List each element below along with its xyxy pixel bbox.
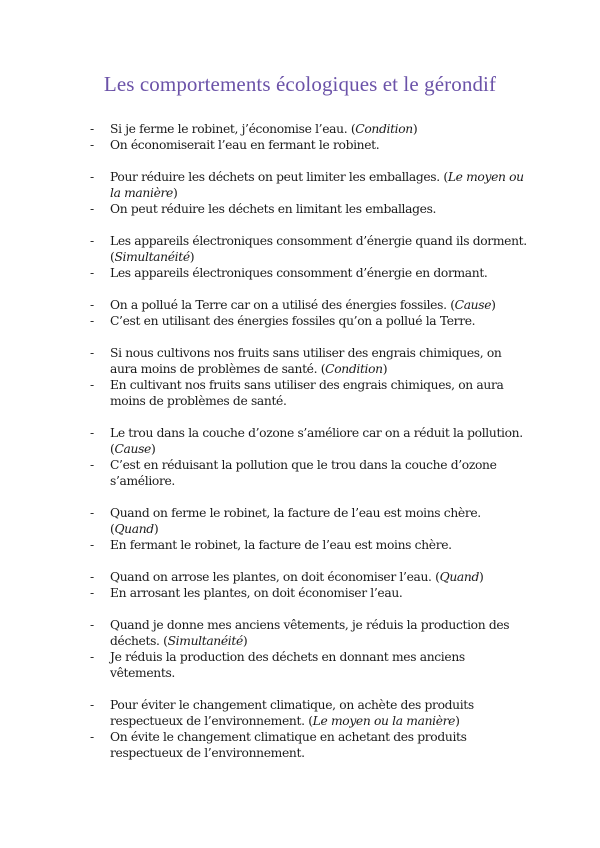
gerund-sentence bbox=[90, 649, 530, 681]
sentence-text: Pour éviter le changement climatique, on achète des produits respectueux de l’environnement. ( bbox=[110, 698, 474, 728]
sentence-type-note: Condition bbox=[325, 362, 383, 376]
sentence-type-note: Cause bbox=[454, 298, 492, 312]
sentence-type-note: Le moyen ou la manière bbox=[110, 170, 524, 200]
page-title: Les comportements écologiques et le gérondif bbox=[103, 72, 497, 96]
sentence-type-note: Le moyen ou la manière bbox=[312, 714, 456, 728]
sentence-type-note: Quand bbox=[439, 570, 479, 584]
dash-bullet: - bbox=[90, 618, 94, 632]
gerund-sentence bbox=[90, 585, 530, 601]
sentence-text: On a pollué la Terre car on a utilisé des énergies fossiles. ( bbox=[110, 298, 455, 312]
sentence-text: C’est en utilisant des énergies fossiles qu’on a pollué la Terre. bbox=[110, 314, 476, 328]
dash-bullet: - bbox=[90, 730, 94, 744]
sentence-text: Je réduis la production des déchets en donnant mes anciens vêtements. bbox=[110, 650, 465, 680]
original-sentence bbox=[90, 505, 530, 537]
dash-bullet: - bbox=[90, 378, 94, 392]
gerund-sentence bbox=[90, 457, 530, 489]
closing-paren: ) bbox=[172, 186, 178, 200]
sentence-text: On peut réduire les déchets en limitant les emballages. bbox=[110, 202, 437, 216]
dash-bullet: - bbox=[90, 346, 94, 360]
sentence-text: En fermant le robinet, la facture de l’eau est moins chère. bbox=[110, 538, 452, 552]
closing-paren: ) bbox=[455, 714, 460, 728]
sentence-text: C’est en réduisant la pollution que le trou dans la couche d’ozone s’améliore. bbox=[110, 458, 497, 488]
dash-bullet: - bbox=[90, 314, 94, 328]
closing-paren: ) bbox=[491, 298, 496, 312]
dash-bullet: - bbox=[90, 570, 94, 584]
sentence-pair bbox=[90, 617, 530, 681]
closing-paren: ) bbox=[382, 362, 388, 376]
sentence-pair bbox=[90, 697, 530, 761]
dash-bullet: - bbox=[90, 234, 94, 248]
sentence-type-note: Cause bbox=[114, 442, 151, 456]
sentence-text: Si je ferme le robinet, j’économise l’eau. ( bbox=[110, 122, 356, 136]
sentence-text: En arrosant les plantes, on doit économiser l’eau. bbox=[110, 586, 403, 600]
sentence-pair bbox=[90, 297, 530, 329]
sentence-text: Les appareils électroniques consomment d’énergie quand ils dorment. ( bbox=[110, 234, 527, 264]
gerund-sentence bbox=[90, 377, 530, 409]
original-sentence bbox=[90, 297, 530, 313]
original-sentence bbox=[90, 617, 530, 649]
dash-bullet: - bbox=[90, 266, 94, 280]
original-sentence bbox=[90, 121, 530, 137]
gerund-sentence bbox=[90, 729, 530, 761]
dash-bullet: - bbox=[90, 586, 94, 600]
dash-bullet: - bbox=[90, 202, 94, 216]
sentence-pair bbox=[90, 569, 530, 601]
dash-bullet: - bbox=[90, 122, 94, 136]
gerund-sentence bbox=[90, 137, 530, 153]
sentence-list bbox=[90, 121, 530, 777]
original-sentence bbox=[90, 697, 530, 729]
sentence-text: Quand on ferme le robinet, la facture de l’eau est moins chère. ( bbox=[110, 506, 481, 536]
sentence-text: Pour réduire les déchets on peut limiter les emballages. ( bbox=[110, 170, 448, 184]
dash-bullet: - bbox=[90, 170, 94, 184]
sentence-pair bbox=[90, 121, 530, 153]
original-sentence bbox=[90, 425, 530, 457]
dash-bullet: - bbox=[90, 426, 94, 440]
sentence-type-note: Quand bbox=[114, 522, 154, 536]
dash-bullet: - bbox=[90, 698, 94, 712]
closing-paren: ) bbox=[479, 570, 484, 584]
sentence-text: On économiserait l’eau en fermant le robinet. bbox=[110, 138, 380, 152]
sentence-text: Quand je donne mes anciens vêtements, je réduis la production des déchets. ( bbox=[110, 618, 510, 648]
sentence-text: On évite le changement climatique en achetant des produits respectueux de l’environnement. bbox=[110, 730, 467, 760]
dash-bullet: - bbox=[90, 138, 94, 152]
sentence-pair bbox=[90, 505, 530, 553]
sentence-text: En cultivant nos fruits sans utiliser des engrais chimiques, on aura moins de problèmes de santé. bbox=[110, 378, 504, 408]
closing-paren: ) bbox=[153, 522, 159, 536]
dash-bullet: - bbox=[90, 298, 94, 312]
dash-bullet: - bbox=[90, 506, 94, 520]
dash-bullet: - bbox=[90, 458, 94, 472]
dash-bullet: - bbox=[90, 538, 94, 552]
sentence-text: Quand on arrose les plantes, on doit économiser l’eau. ( bbox=[110, 570, 440, 584]
gerund-sentence bbox=[90, 265, 530, 281]
dash-bullet: - bbox=[90, 650, 94, 664]
original-sentence bbox=[90, 169, 530, 201]
sentence-text: Le trou dans la couche d’ozone s’améliore car on a réduit la pollution. ( bbox=[110, 426, 523, 456]
closing-paren: ) bbox=[189, 250, 195, 264]
sentence-text: Si nous cultivons nos fruits sans utiliser des engrais chimiques, on aura moins de problèmes de santé. ( bbox=[110, 346, 502, 376]
sentence-type-note: Simultanéité bbox=[167, 634, 243, 648]
closing-paren: ) bbox=[412, 122, 418, 136]
gerund-sentence bbox=[90, 313, 530, 329]
original-sentence bbox=[90, 233, 530, 265]
closing-paren: ) bbox=[150, 442, 156, 456]
gerund-sentence bbox=[90, 201, 530, 217]
sentence-pair bbox=[90, 233, 530, 281]
gerund-sentence bbox=[90, 537, 530, 553]
sentence-pair bbox=[90, 425, 530, 489]
sentence-type-note: Condition bbox=[355, 122, 413, 136]
sentence-pair bbox=[90, 345, 530, 409]
closing-paren: ) bbox=[242, 634, 248, 648]
sentence-pair bbox=[90, 169, 530, 217]
sentence-text: Les appareils électroniques consomment d’énergie en dormant. bbox=[110, 266, 488, 280]
original-sentence bbox=[90, 569, 530, 585]
sentence-type-note: Simultanéité bbox=[114, 250, 190, 264]
original-sentence bbox=[90, 345, 530, 377]
